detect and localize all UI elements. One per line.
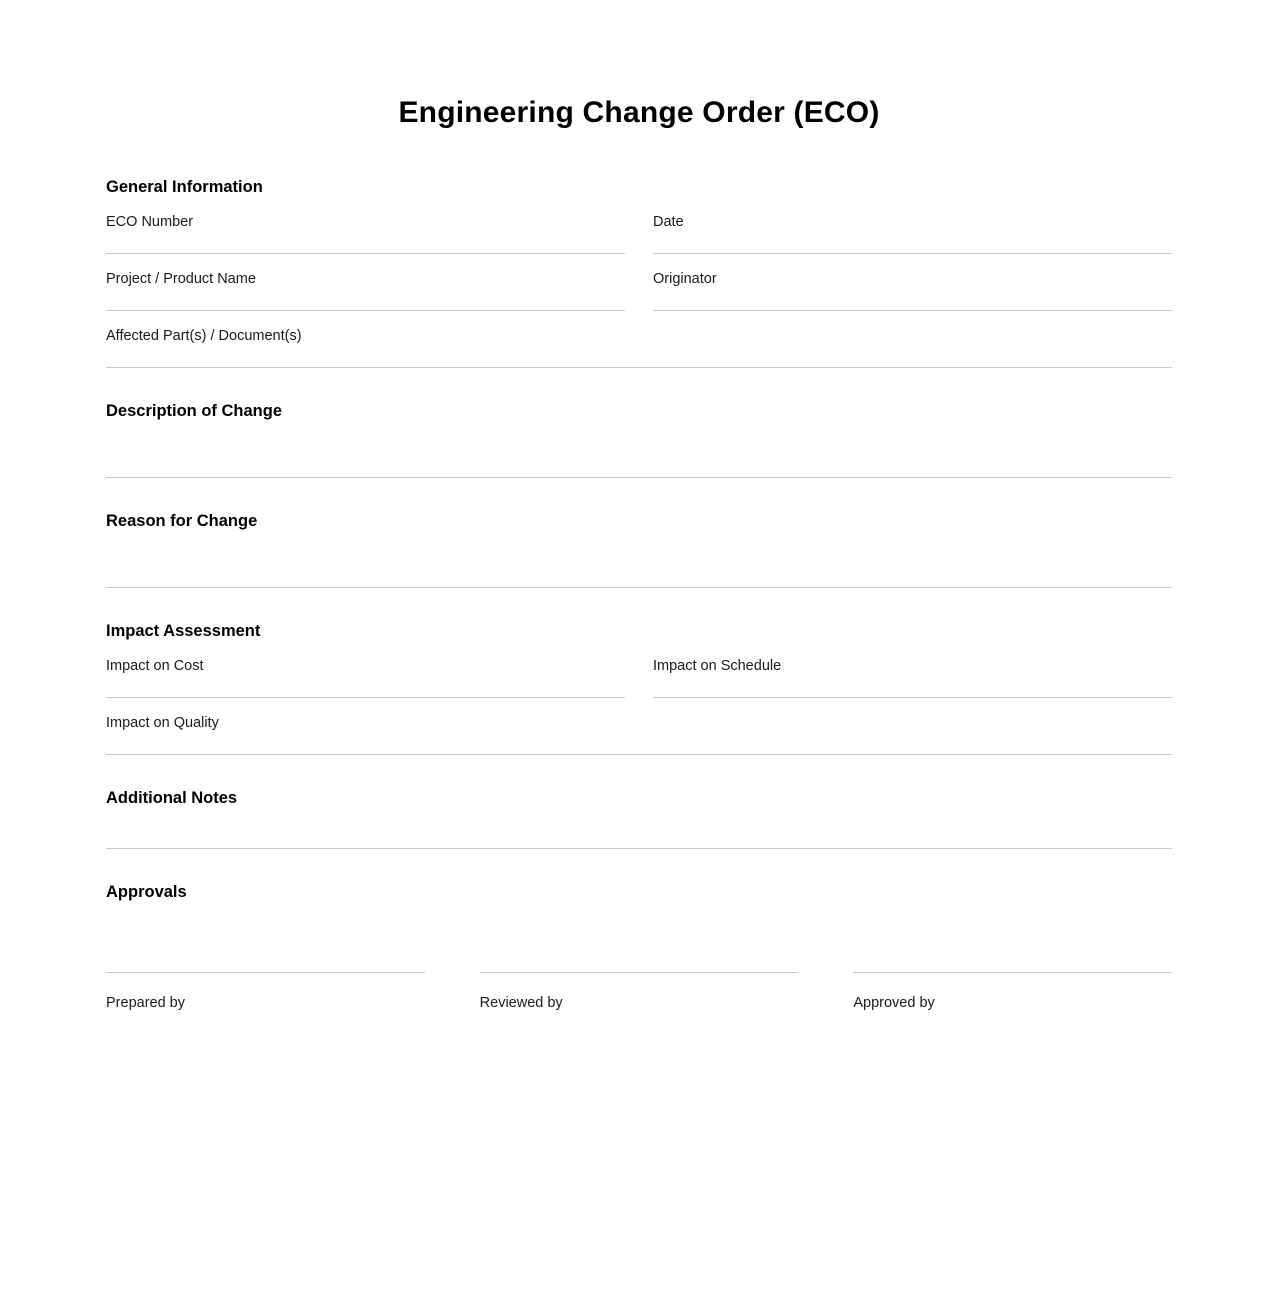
signature-line-approved-by	[853, 950, 1172, 973]
field-impact-on-cost[interactable]	[106, 657, 625, 698]
field-description-of-change[interactable]	[106, 421, 1172, 478]
general-row-1	[106, 213, 1172, 254]
field-label-eco-number: ECO Number	[106, 214, 194, 230]
section-reason-for-change	[106, 512, 1172, 588]
field-underline-date	[653, 253, 1172, 254]
field-eco-number[interactable]	[106, 213, 625, 254]
section-general-information	[106, 178, 1172, 368]
field-project-product-name[interactable]	[106, 270, 625, 311]
field-label-impact-on-cost: Impact on Cost	[106, 658, 204, 674]
signature-approved-by[interactable]	[853, 950, 1172, 1011]
page-title: Engineering Change Order (ECO)	[398, 96, 880, 129]
field-impact-on-schedule[interactable]	[653, 657, 1172, 698]
section-description-of-change	[106, 402, 1172, 478]
field-underline-affected-parts-documents	[106, 367, 1172, 368]
section-heading-description: Description of Change	[106, 402, 283, 420]
field-label-originator: Originator	[653, 271, 717, 287]
section-heading-approvals: Approvals	[106, 883, 187, 901]
section-heading-general: General Information	[106, 178, 263, 196]
field-underline-originator	[653, 310, 1172, 311]
field-originator[interactable]	[653, 270, 1172, 311]
field-affected-parts-documents[interactable]	[106, 327, 1172, 368]
field-additional-notes[interactable]	[106, 808, 1172, 849]
field-reason-for-change[interactable]	[106, 531, 1172, 588]
field-label-impact-on-quality: Impact on Quality	[106, 715, 219, 731]
section-impact-assessment	[106, 622, 1172, 755]
field-impact-on-quality[interactable]	[106, 714, 1172, 755]
field-underline-project-product-name	[106, 310, 625, 311]
signature-label-approved-by: Approved by	[853, 995, 935, 1011]
signature-label-prepared-by: Prepared by	[106, 995, 185, 1011]
signature-line-reviewed-by	[480, 950, 799, 973]
field-label-affected-parts-documents: Affected Part(s) / Document(s)	[106, 328, 302, 344]
signature-line-prepared-by	[106, 950, 425, 973]
field-date[interactable]	[653, 213, 1172, 254]
section-heading-notes: Additional Notes	[106, 789, 238, 807]
signature-reviewed-by[interactable]	[480, 950, 799, 1011]
field-underline-impact-on-cost	[106, 697, 625, 698]
section-heading-reason: Reason for Change	[106, 512, 258, 530]
field-underline-impact-on-quality	[106, 754, 1172, 755]
general-row-2	[106, 270, 1172, 311]
impact-row-1	[106, 657, 1172, 698]
section-heading-impact: Impact Assessment	[106, 622, 261, 640]
signature-label-reviewed-by: Reviewed by	[479, 995, 563, 1011]
document-body	[0, 178, 1278, 1011]
signature-prepared-by[interactable]	[106, 950, 425, 1011]
field-label-project-product-name: Project / Product Name	[106, 271, 256, 287]
field-label-impact-on-schedule: Impact on Schedule	[653, 658, 782, 674]
field-underline-eco-number	[106, 253, 625, 254]
field-label-date: Date	[653, 214, 684, 230]
field-underline-impact-on-schedule	[653, 697, 1172, 698]
section-additional-notes	[106, 789, 1172, 849]
section-approvals	[106, 883, 1172, 1011]
signature-row	[106, 950, 1172, 1011]
